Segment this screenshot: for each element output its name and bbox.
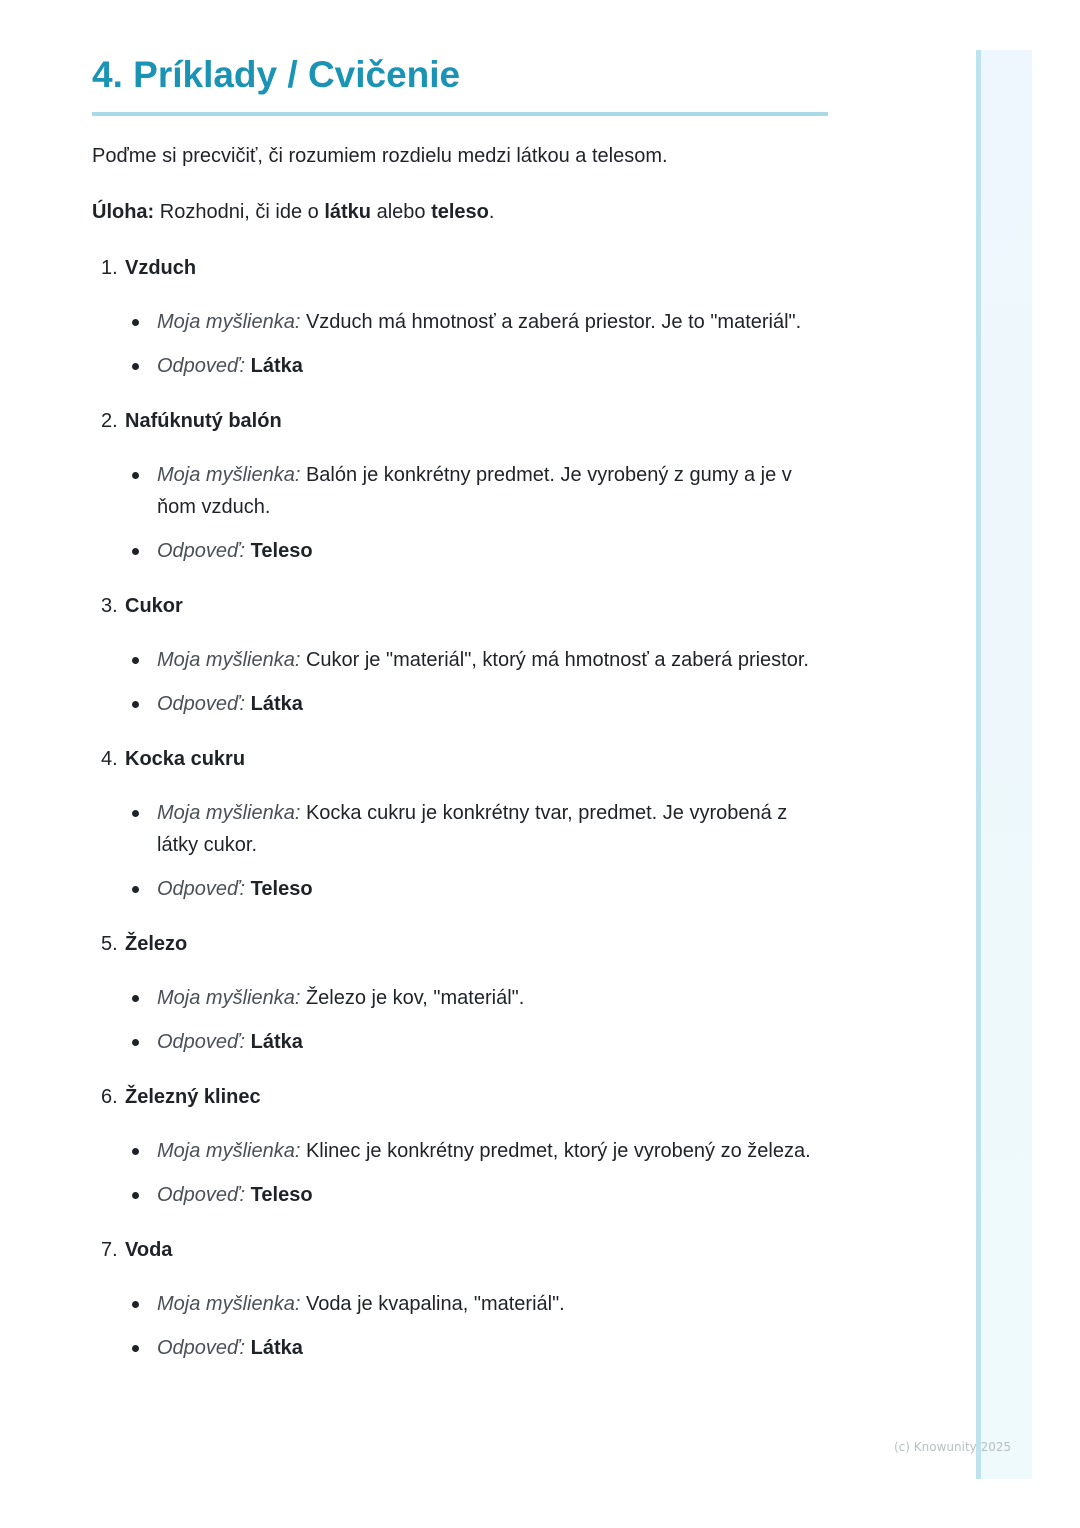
task-text xyxy=(92,196,828,228)
answer-value: Látka xyxy=(250,1337,303,1359)
thought-label: Moja myšlienka: xyxy=(157,1140,301,1162)
bullet-icon xyxy=(132,1148,139,1155)
bullet-icon xyxy=(132,319,139,326)
exercise-item xyxy=(92,1234,828,1364)
thought-label: Moja myšlienka: xyxy=(157,311,301,333)
answer-value: Teleso xyxy=(250,1184,313,1206)
item-title: Železo xyxy=(125,933,188,955)
answer-label: Odpoveď: xyxy=(157,1337,246,1359)
answer-line xyxy=(125,1026,828,1058)
answer-value: Látka xyxy=(250,1031,303,1053)
bullet-icon xyxy=(132,1192,139,1199)
task-word-teleso: teleso xyxy=(431,201,489,223)
answer-line xyxy=(125,1332,828,1364)
answer-line xyxy=(125,350,828,382)
intro-text: Poďme si precvičiť, či rozumiem rozdielu medzi látkou a telesom. xyxy=(92,145,668,167)
thought-text: Balón je konkrétny predmet. Je vyrobený z gumy a je v ňom vzduch. xyxy=(157,464,792,518)
thought-line xyxy=(125,797,828,861)
task-text-part: alebo xyxy=(376,201,426,223)
bullet-icon xyxy=(132,1301,139,1308)
thought-text: Cukor je "materiál", ktorý má hmotnosť a zaberá priestor. xyxy=(305,649,809,671)
item-details xyxy=(125,459,828,567)
item-title: Voda xyxy=(125,1239,173,1261)
bullet-icon xyxy=(132,701,139,708)
exercise-item xyxy=(92,1081,828,1211)
exercise-item xyxy=(92,405,828,567)
item-details xyxy=(125,1135,828,1211)
answer-value: Látka xyxy=(250,693,303,715)
thought-text: Železo je kov, "materiál". xyxy=(305,987,525,1009)
thought-text: Kocka cukru je konkrétny tvar, predmet. Je vyrobená z látky cukor. xyxy=(157,802,788,856)
bullet-icon xyxy=(132,363,139,370)
item-number: 3. xyxy=(101,595,118,617)
item-number: 4. xyxy=(101,748,118,770)
thought-label: Moja myšlienka: xyxy=(157,1293,301,1315)
answer-line xyxy=(125,535,828,567)
thought-text: Voda je kvapalina, "materiál". xyxy=(305,1293,565,1315)
exercise-item xyxy=(92,590,828,720)
bullet-icon xyxy=(132,1345,139,1352)
thought-label: Moja myšlienka: xyxy=(157,987,301,1009)
answer-line xyxy=(125,688,828,720)
item-details xyxy=(125,644,828,720)
thought-line xyxy=(125,644,828,676)
item-title: Železný klinec xyxy=(125,1086,261,1108)
section-heading: 4. Príklady / Cvičenie xyxy=(92,50,828,116)
bullet-icon xyxy=(132,886,139,893)
copyright-footer: (c) Knowunity 2025 xyxy=(894,1440,1012,1454)
main-content xyxy=(92,50,828,1387)
item-title: Nafúknutý balón xyxy=(125,410,282,432)
task-text-part: Rozhodni, či ide o xyxy=(159,201,319,223)
bullet-icon xyxy=(132,1039,139,1046)
exercise-item xyxy=(92,252,828,382)
item-number: 5. xyxy=(101,933,118,955)
answer-label: Odpoveď: xyxy=(157,355,246,377)
thought-label: Moja myšlienka: xyxy=(157,802,301,824)
answer-label: Odpoveď: xyxy=(157,878,246,900)
task-label: Úloha: xyxy=(92,201,155,223)
item-number: 6. xyxy=(101,1086,118,1108)
answer-value: Teleso xyxy=(250,540,313,562)
thought-line xyxy=(125,306,828,338)
item-details xyxy=(125,306,828,382)
item-title: Kocka cukru xyxy=(125,748,246,770)
item-number: 2. xyxy=(101,410,118,432)
thought-text: Vzduch má hmotnosť a zaberá priestor. Je to "materiál". xyxy=(305,311,802,333)
thought-label: Moja myšlienka: xyxy=(157,649,301,671)
bullet-icon xyxy=(132,472,139,479)
item-number: 7. xyxy=(101,1239,118,1261)
item-details xyxy=(125,797,828,905)
thought-text: Klinec je konkrétny predmet, ktorý je vyrobený zo železa. xyxy=(305,1140,811,1162)
answer-line xyxy=(125,873,828,905)
thought-line xyxy=(125,459,828,523)
exercise-list xyxy=(92,252,828,1364)
item-title: Cukor xyxy=(125,595,183,617)
task-end: . xyxy=(488,201,495,223)
bullet-icon xyxy=(132,810,139,817)
item-details xyxy=(125,1288,828,1364)
answer-label: Odpoveď: xyxy=(157,1031,246,1053)
item-title: Vzduch xyxy=(125,257,197,279)
item-details xyxy=(125,982,828,1058)
exercise-item xyxy=(92,743,828,905)
bullet-icon xyxy=(132,995,139,1002)
side-panel xyxy=(976,50,1032,1479)
item-number: 1. xyxy=(101,257,118,279)
answer-value: Látka xyxy=(250,355,303,377)
bullet-icon xyxy=(132,548,139,555)
exercise-item xyxy=(92,928,828,1058)
bullet-icon xyxy=(132,657,139,664)
answer-label: Odpoveď: xyxy=(157,1184,246,1206)
task-word-latka: látku xyxy=(324,201,372,223)
thought-label: Moja myšlienka: xyxy=(157,464,301,486)
thought-line xyxy=(125,1135,828,1167)
thought-line xyxy=(125,982,828,1014)
answer-value: Teleso xyxy=(250,878,313,900)
answer-label: Odpoveď: xyxy=(157,693,246,715)
answer-line xyxy=(125,1179,828,1211)
answer-label: Odpoveď: xyxy=(157,540,246,562)
thought-line xyxy=(125,1288,828,1320)
